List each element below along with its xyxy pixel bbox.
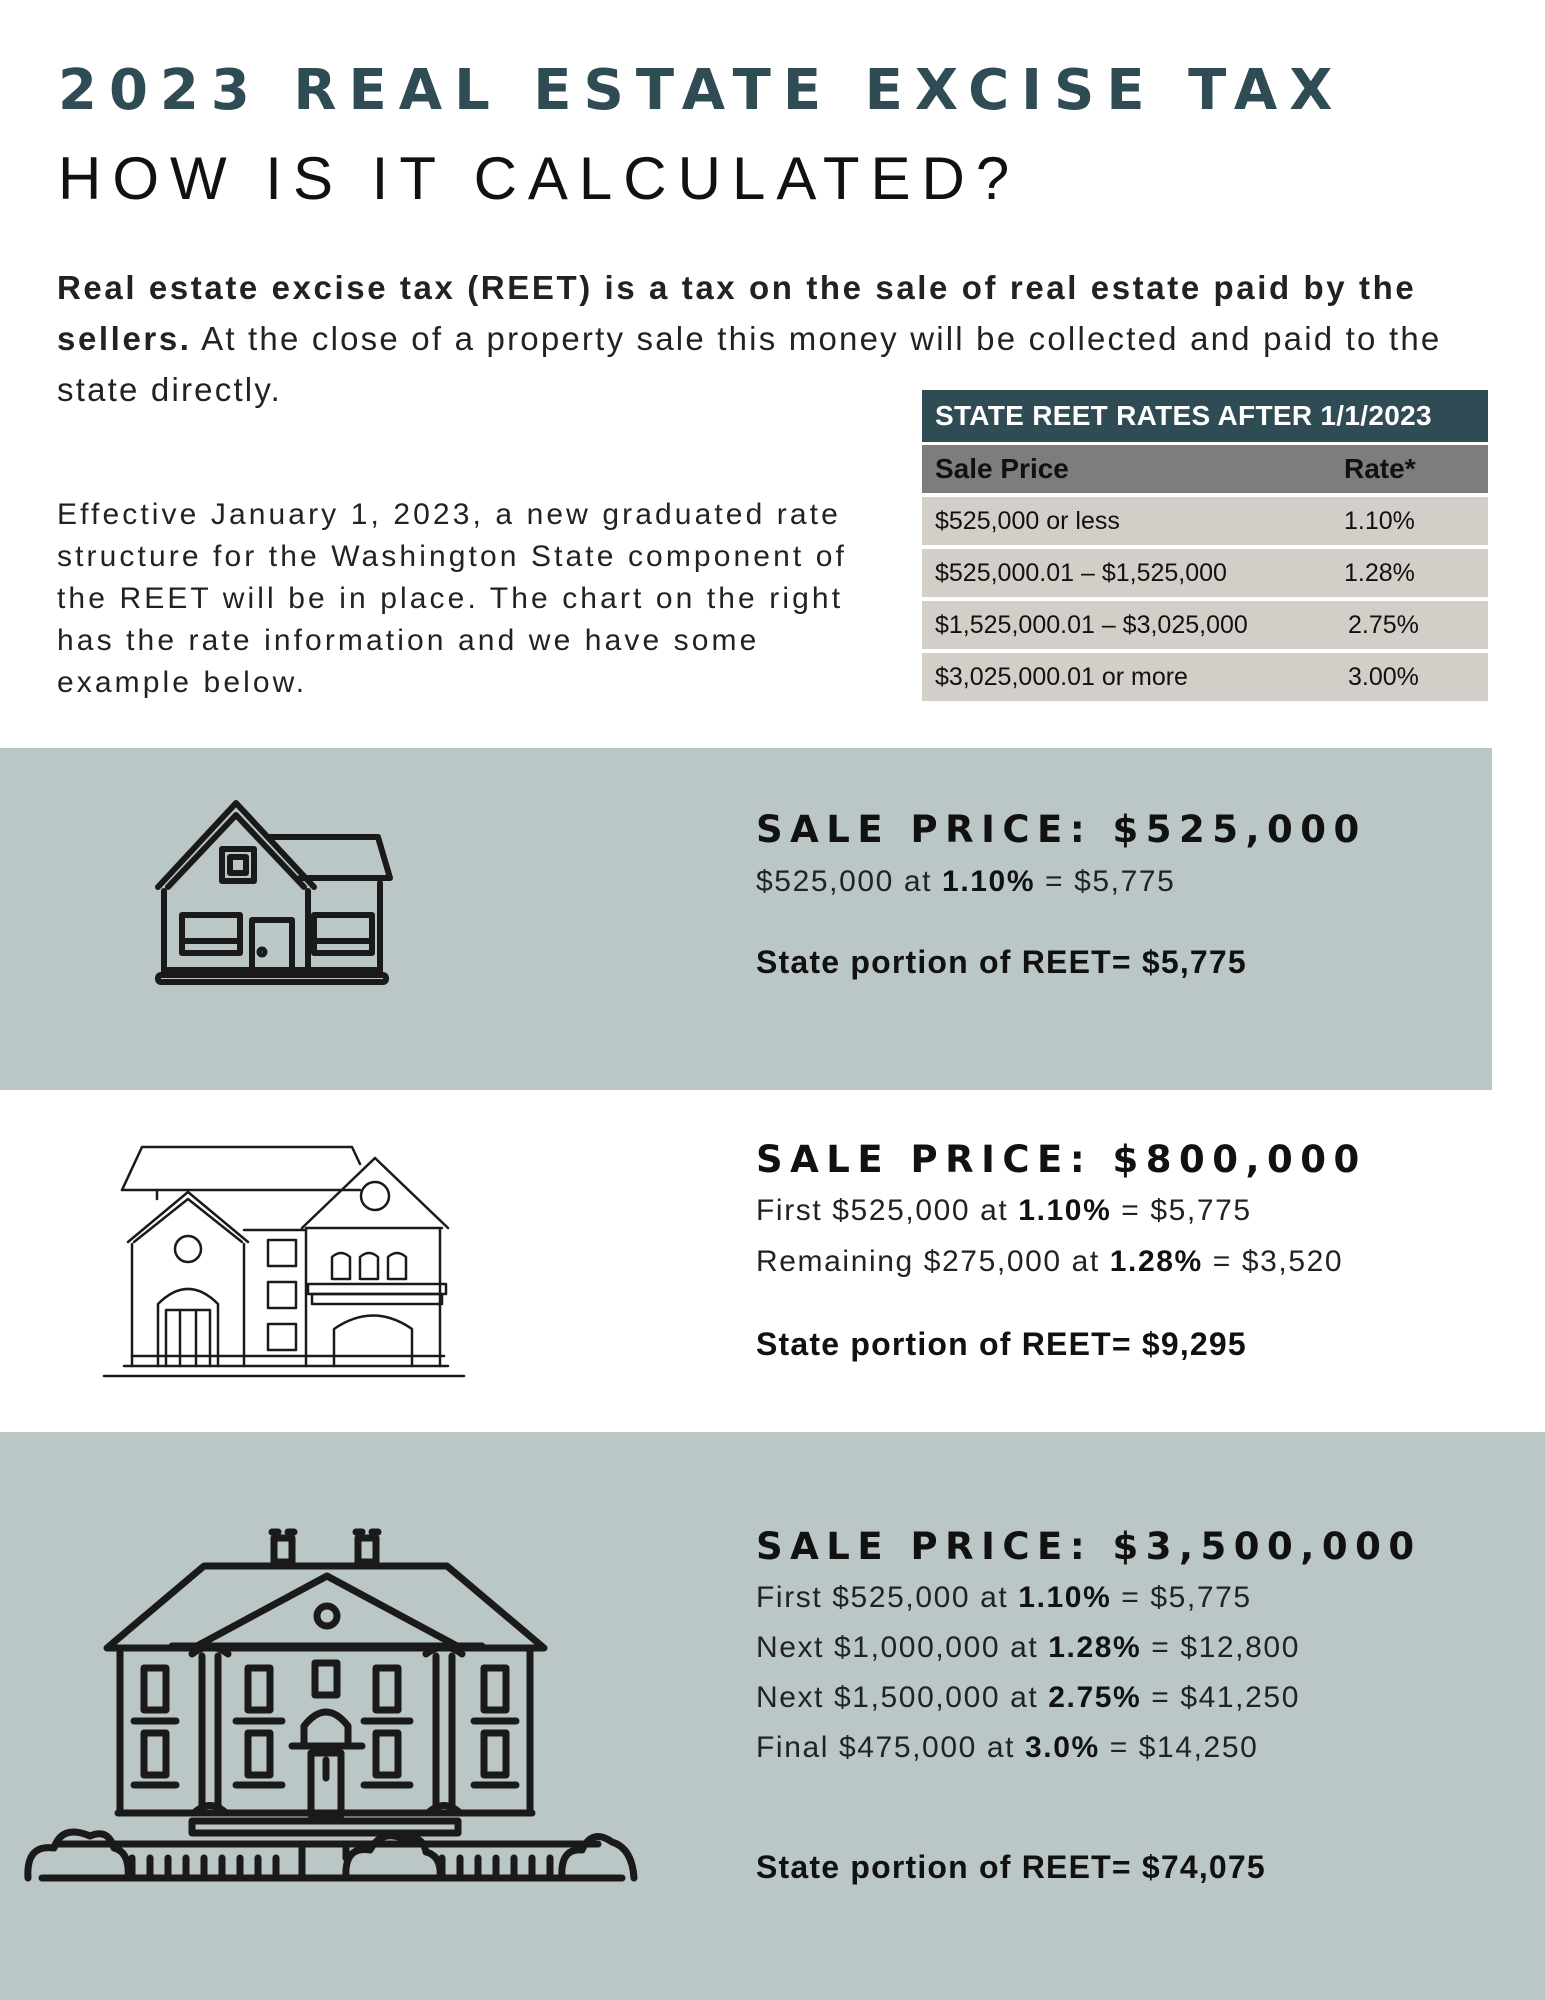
reet-total-2: State portion of REET= $9,295 xyxy=(756,1326,1247,1362)
row-sale-price: $1,525,000.01 – $3,025,000 xyxy=(935,611,1248,639)
calc-line: $525,000 at 1.10% = $5,775 xyxy=(756,865,1176,898)
row-sale-price: $525,000 or less xyxy=(935,507,1120,535)
sale-price-heading-3: SALE PRICE: $3,500,000 xyxy=(756,1525,1422,1568)
calc-line: Remaining $275,000 at 1.28% = $3,520 xyxy=(756,1245,1344,1278)
table-row xyxy=(922,549,1488,597)
effective-paragraph: Effective January 1, 2023, a new graduated rate structure for the Washington State component of the REET will be in place. The chart on the right has the rate information and we have some example below. xyxy=(57,498,847,699)
intro-bold-text: Real estate excise tax (REET) is a tax on the sale of real estate paid by the sellers. xyxy=(57,269,1417,357)
table-row xyxy=(922,601,1488,649)
small-house-icon xyxy=(150,795,400,995)
header-rate: Rate* xyxy=(1344,453,1416,484)
page-subtitle: HOW IS IT CALCULATED? xyxy=(58,145,1021,212)
table-row xyxy=(922,497,1488,545)
calc-line: Final $475,000 at 3.0% = $14,250 xyxy=(756,1731,1259,1764)
row-rate: 1.10% xyxy=(1344,507,1415,535)
table-row xyxy=(922,653,1488,701)
row-sale-price: $3,025,000.01 or more xyxy=(935,663,1188,691)
calc-line: First $525,000 at 1.10% = $5,775 xyxy=(756,1581,1252,1614)
sale-price-heading-2: SALE PRICE: $800,000 xyxy=(756,1138,1367,1181)
row-rate: 3.00% xyxy=(1348,663,1419,691)
page-title: 2023 REAL ESTATE EXCISE TAX xyxy=(58,58,1345,123)
sale-price-heading-1: SALE PRICE: $525,000 xyxy=(756,808,1367,851)
reet-total-3: State portion of REET= $74,075 xyxy=(756,1849,1266,1885)
rate-table-header xyxy=(922,445,1488,493)
calc-line: Next $1,000,000 at 1.28% = $12,800 xyxy=(756,1631,1300,1664)
rate-table-title: STATE REET RATES AFTER 1/1/2023 xyxy=(922,390,1488,442)
row-rate: 1.28% xyxy=(1344,559,1415,587)
two-story-house-icon xyxy=(102,1144,472,1380)
reet-total-1: State portion of REET= $5,775 xyxy=(756,944,1247,980)
rate-table xyxy=(922,390,1488,701)
intro-rest-text: At the close of a property sale this money will be collected and paid to the state directly. xyxy=(57,320,1442,408)
header-sale-price: Sale Price xyxy=(935,453,1069,484)
row-rate: 2.75% xyxy=(1348,611,1419,639)
calc-line: First $525,000 at 1.10% = $5,775 xyxy=(756,1194,1252,1227)
calc-line: Next $1,500,000 at 2.75% = $41,250 xyxy=(756,1681,1300,1714)
mansion-icon xyxy=(22,1528,642,1898)
row-sale-price: $525,000.01 – $1,525,000 xyxy=(935,559,1227,587)
